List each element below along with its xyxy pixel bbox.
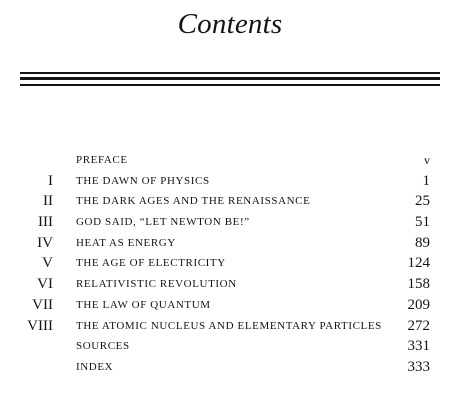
chapter-title: THE AGE OF ELECTRICITY <box>76 257 226 270</box>
toc-entry-preface <box>0 150 460 171</box>
title-rule-top <box>20 72 440 74</box>
toc-entry-sources <box>0 336 460 357</box>
chapter-number: VI <box>37 276 53 293</box>
toc-entry-chapter-5 <box>0 253 460 274</box>
chapter-title: THE DARK AGES AND THE RENAISSANCE <box>76 195 311 208</box>
page-number: 89 <box>415 234 430 251</box>
chapter-number: II <box>43 193 53 210</box>
chapter-title: PREFACE <box>76 154 128 166</box>
page-title: Contents <box>177 8 283 40</box>
page-number: 272 <box>407 317 430 334</box>
chapter-number: V <box>42 255 53 272</box>
chapter-number: IV <box>37 234 53 251</box>
chapter-number: I <box>48 172 53 189</box>
toc-entry-chapter-4 <box>0 233 460 254</box>
chapter-title: HEAT AS ENERGY <box>76 236 176 249</box>
chapter-number: VIII <box>27 317 53 334</box>
chapter-number: VII <box>32 296 53 313</box>
chapter-title: RELATIVISTIC REVOLUTION <box>76 278 237 291</box>
chapter-title: THE ATOMIC NUCLEUS AND ELEMENTARY PARTICLES <box>76 319 382 332</box>
chapter-title: SOURCES <box>76 340 130 353</box>
chapter-title: THE LAW OF QUANTUM <box>76 298 211 311</box>
page-number: v <box>424 153 430 167</box>
toc-entry-chapter-8 <box>0 316 460 337</box>
page-number: 1 <box>422 172 430 189</box>
page-number: 124 <box>407 255 430 272</box>
title-rule-bottom <box>20 84 440 86</box>
page-number: 331 <box>407 338 430 355</box>
table-of-contents <box>0 150 460 378</box>
page-number: 333 <box>407 358 430 375</box>
toc-entry-index <box>0 357 460 378</box>
page-number: 209 <box>407 296 430 313</box>
page-number: 158 <box>407 276 430 293</box>
toc-entry-chapter-1 <box>0 171 460 192</box>
toc-entry-chapter-2 <box>0 191 460 212</box>
chapter-title: THE DAWN OF PHYSICS <box>76 174 210 187</box>
chapter-title: GOD SAID, “LET NEWTON BE!” <box>76 216 250 229</box>
chapter-number: III <box>38 214 53 231</box>
toc-entry-chapter-7 <box>0 295 460 316</box>
page-number: 25 <box>415 193 430 210</box>
toc-entry-chapter-3 <box>0 212 460 233</box>
toc-entry-chapter-6 <box>0 274 460 295</box>
chapter-title: INDEX <box>76 360 114 373</box>
title-rule-middle <box>20 77 440 80</box>
page-number: 51 <box>415 214 430 231</box>
